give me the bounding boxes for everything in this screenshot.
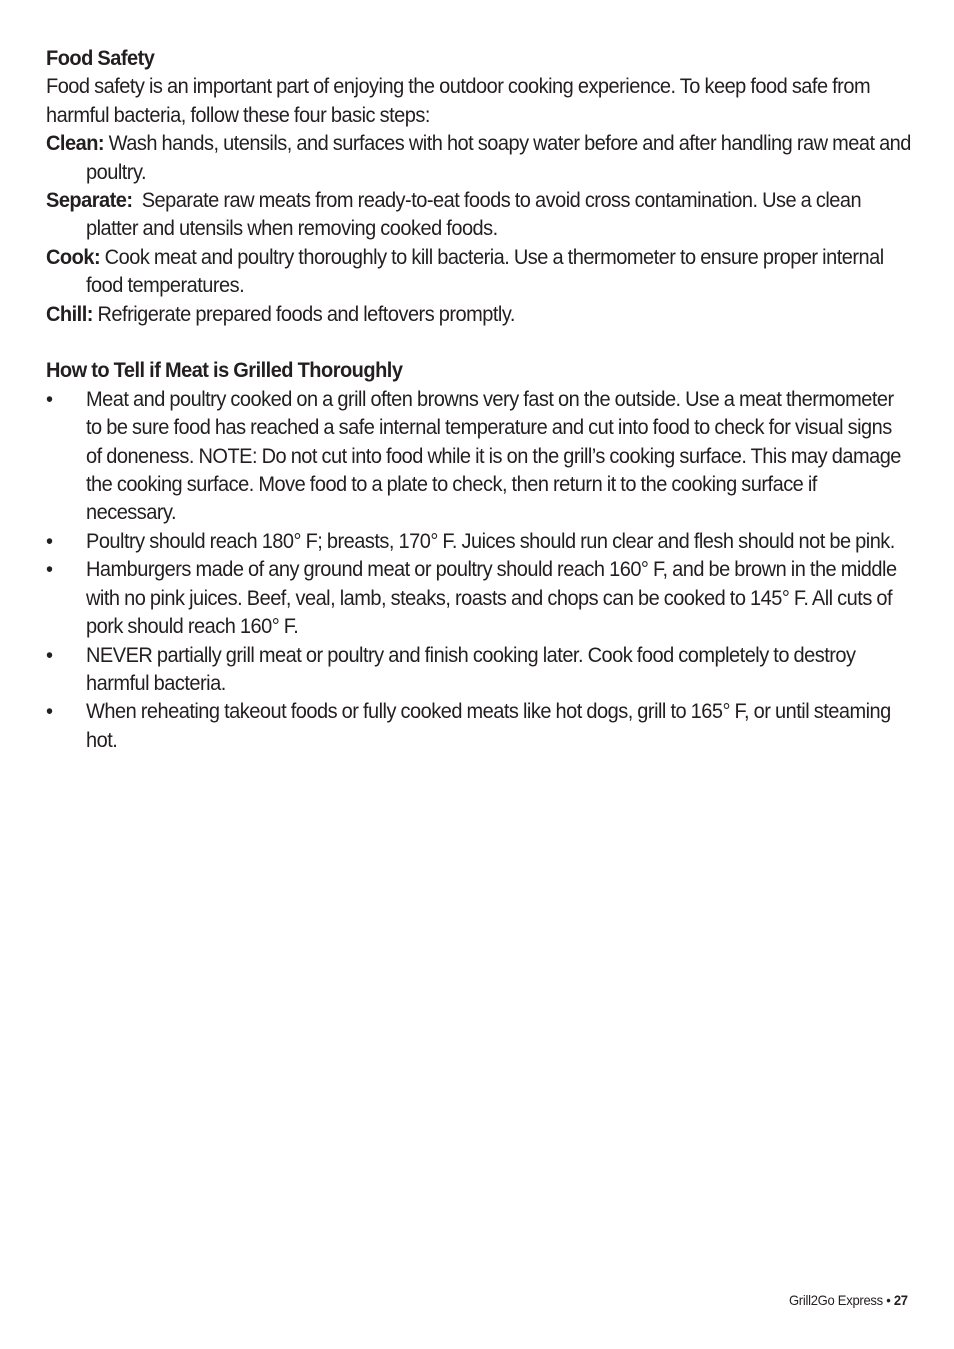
- list-item-text: Hamburgers made of any ground meat or poultry should reach 160° F, and be brown in the middle with no pink juices. Beef, veal, lamb, steaks, roasts and chops can be cooked to 145° F. All cuts of pork should reach 160° F.: [85, 557, 897, 639]
- bullet-icon: •: [46, 528, 53, 553]
- doneness-list: [46, 385, 911, 754]
- list-item: [46, 385, 911, 527]
- list-item: [46, 641, 911, 698]
- bullet-icon: •: [46, 557, 53, 582]
- list-item-text: Poultry should reach 180° F; breasts, 170° F. Juices should run clear and flesh should not be pink.: [85, 528, 895, 553]
- page-content: [46, 44, 912, 754]
- step-separate: [46, 186, 911, 243]
- section-heading-food-safety: Food Safety: [46, 46, 155, 70]
- bullet-icon: •: [46, 386, 53, 411]
- footer-separator: •: [883, 1292, 895, 1308]
- list-item-text: Meat and poultry cooked on a grill often browns very fast on the outside. Use a meat thermometer to be sure food has reached a safe internal temperature and cut into food to check for visual signs of doneness. NOTE: Do not cut into food while it is on the grill’s cooking surface. This may damage the cooking surface. Move food to a plate to check, then return it to the cooking surface if necessary.: [85, 386, 901, 525]
- step-text: Wash hands, utensils, and surfaces with hot soapy water before and after handling raw meat and poultry.: [85, 131, 911, 184]
- bullet-icon: •: [46, 699, 53, 724]
- step-label: Clean:: [46, 131, 105, 156]
- footer-title: Grill2Go Express: [789, 1292, 884, 1308]
- step-clean: [46, 129, 911, 186]
- text-body: [46, 44, 911, 754]
- list-item: [46, 527, 911, 555]
- list-item: [46, 697, 911, 754]
- step-label: Separate:: [46, 188, 133, 213]
- step-cook: [46, 243, 911, 300]
- step-text: Separate raw meats from ready-to-eat foods to avoid cross contamination. Use a clean platter and utensils when removing cooked foods.: [85, 188, 866, 241]
- step-chill: [46, 300, 911, 328]
- list-item-text: NEVER partially grill meat or poultry and finish cooking later. Cook food completely to destroy harmful bacteria.: [85, 642, 856, 695]
- bullet-icon: •: [46, 642, 53, 667]
- section-heading-grilled: How to Tell if Meat is Grilled Thoroughly: [46, 358, 403, 383]
- step-text: Refrigerate prepared foods and leftovers promptly.: [92, 301, 515, 326]
- list-item-text: When reheating takeout foods or fully cooked meats like hot dogs, grill to 165° F, or until steaming hot.: [85, 699, 891, 752]
- step-text: Cook meat and poultry thoroughly to kill bacteria. Use a thermometer to ensure proper internal food temperatures.: [85, 244, 884, 298]
- food-safety-intro: Food safety is an important part of enjoying the outdoor cooking experience. To keep food safe from harmful bacteria, follow these four basic steps:: [46, 74, 871, 127]
- page-footer: [789, 1292, 908, 1308]
- step-label: Chill:: [46, 301, 93, 326]
- page-number: 27: [894, 1292, 908, 1308]
- list-item: [46, 555, 911, 640]
- step-label: Cook:: [46, 244, 101, 269]
- section-spacer: [46, 328, 911, 356]
